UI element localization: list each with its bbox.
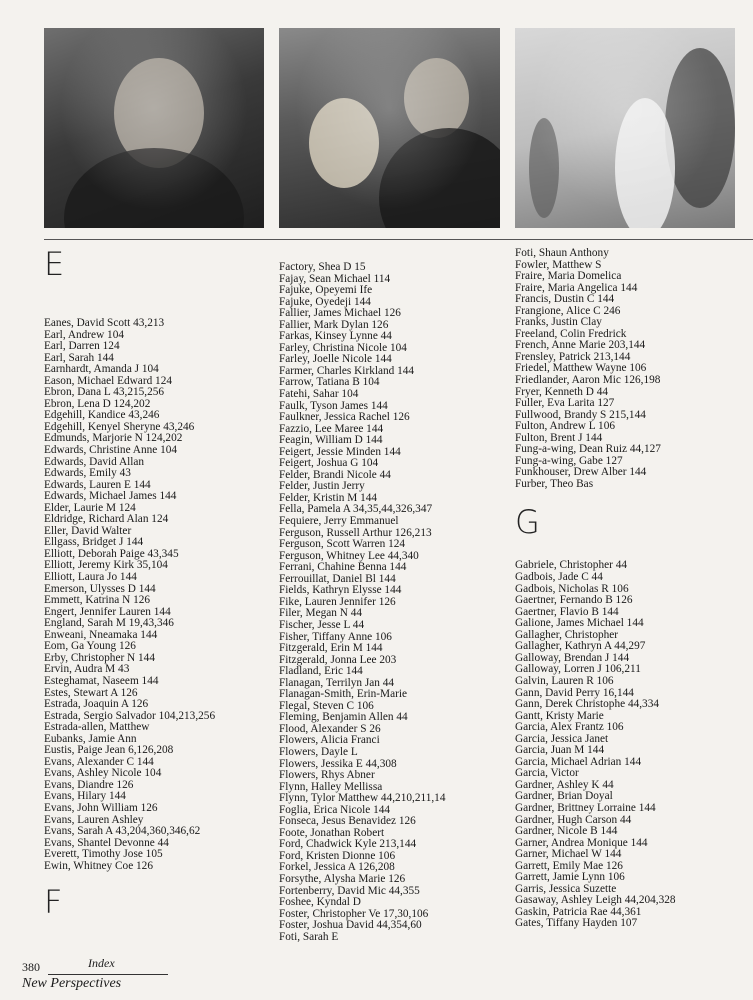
index-entry: Fequiere, Jerry Emmanuel (279, 515, 399, 528)
index-entry: Edwards, Emily 43 (44, 467, 131, 480)
index-entry: Gadbois, Jade C 44 (515, 571, 603, 584)
index-entry: Gallagher, Kathryn A 44,297 (515, 640, 646, 653)
index-entry: Ferrani, Chahine Benna 144 (279, 561, 407, 574)
index-column-1 (44, 245, 269, 944)
index-column-2 (279, 262, 504, 943)
page-number: 380 (22, 960, 40, 974)
index-entry: Gann, Derek Christophe 44,334 (515, 698, 660, 711)
footer-section-label: Index (88, 956, 115, 970)
index-entry: Farley, Joelle Nicole 144 (279, 353, 392, 366)
index-entry: Fulton, Andrew L 106 (515, 420, 615, 433)
index-entry: Evans, Hilary 144 (44, 790, 126, 803)
index-entry: Emmett, Katrina N 126 (44, 594, 151, 607)
index-entry: Foote, Jonathan Robert (279, 826, 385, 839)
index-entry: Ferrouillat, Daniel Bl 144 (279, 572, 396, 585)
index-entry: Evans, Sarah A 43,204,360,346,62 (44, 825, 201, 838)
index-entry: Ferguson, Whitney Lee 44,340 (279, 549, 419, 562)
index-entry: Fischer, Jesse L 44 (279, 618, 365, 631)
index-entry: England, Sarah M 19,43,346 (44, 617, 174, 630)
index-entry: Estrada-allen, Matthew (44, 721, 150, 734)
index-entry: Farkas, Kinsey Lynne 44 (279, 330, 392, 343)
index-entry: Gardner, Ashley K 44 (515, 778, 614, 791)
index-entry: Edwards, Lauren E 144 (44, 478, 151, 491)
index-entry: Foglia, Erica Nicole 144 (279, 803, 391, 816)
index-entry: Farrow, Tatiana B 104 (279, 376, 380, 389)
index-entry: Edwards, David Allan (44, 455, 145, 468)
index-entry: Eanes, David Scott 43,213 (44, 317, 165, 329)
index-entry: Gardner, Nicole B 144 (515, 825, 618, 838)
index-entry: Earl, Andrew 104 (44, 328, 124, 341)
index-entry: Fraire, Maria Domelica (515, 270, 622, 283)
index-entry: Garrett, Jamie Lynn 106 (515, 871, 625, 884)
index-entry: Elliott, Jeremy Kirk 35,104 (44, 559, 168, 572)
index-entry: Fisher, Tiffany Anne 106 (279, 630, 392, 643)
index-entry: Garner, Michael W 144 (515, 848, 622, 861)
index-entry: Fung-a-wing, Dean Ruiz 44,127 (515, 443, 661, 456)
index-column-3 (515, 248, 740, 930)
index-entry: Estrada, Joaquin A 126 (44, 698, 149, 711)
index-entry: Fitzgerald, Erin M 144 (279, 642, 383, 655)
index-entry: Flowers, Alicia Franci (279, 734, 380, 747)
index-entry: Garcia, Jessica Janet (515, 732, 609, 745)
index-entry: Felder, Justin Jerry (279, 480, 365, 493)
index-entry: Friedlander, Aaron Mic 126,198 (515, 374, 661, 387)
index-entry: Elder, Laurie M 124 (44, 501, 136, 514)
index-entry: Fallier, Mark Dylan 126 (279, 318, 389, 331)
index-entry: Fraire, Maria Angelica 144 (515, 281, 638, 294)
index-entry: Ford, Chadwick Kyle 213,144 (279, 838, 417, 851)
index-entry: Friedel, Matthew Wayne 106 (515, 362, 647, 375)
index-entry: Eldridge, Richard Alan 124 (44, 513, 169, 526)
index-entry: Gann, David Perry 16,144 (515, 686, 634, 699)
index-entry: Fung-a-wing, Gabe 127 (515, 454, 623, 467)
index-entry: Flood, Alexander S 26 (279, 722, 381, 735)
index-entry: Eason, Michael Edward 124 (44, 374, 172, 387)
index-entry: Fonseca, Jesus Benavidez 126 (279, 815, 416, 828)
index-entry: Flynn, Halley Mellissa (279, 780, 383, 793)
index-entry: Evans, Shantel Devonne 44 (44, 836, 169, 849)
section-letter-f: F (44, 883, 63, 922)
index-entry: Evans, Ashley Nicole 104 (44, 767, 162, 780)
index-entry: Esteghamat, Naseem 144 (44, 674, 159, 687)
index-entry: Eller, David Walter (44, 524, 132, 537)
index-entry: Fladland, Eric 144 (279, 665, 363, 678)
index-entry: Ewin, Whitney Coe 126 (44, 859, 153, 872)
index-entry: Edwards, Michael James 144 (44, 490, 177, 503)
index-entry: Fatehi, Sahar 104 (279, 388, 359, 401)
index-entry: Evans, Alexander C 144 (44, 755, 154, 768)
index-entry: Garrett, Emily Mae 126 (515, 859, 623, 872)
index-entry: Francis, Dustin C 144 (515, 293, 615, 306)
index-entry: Faulkner, Jessica Rachel 126 (279, 411, 410, 424)
index-entry: Emerson, Ulysses D 144 (44, 582, 156, 595)
index-entry: Ellgass, Bridget J 144 (44, 536, 144, 549)
section-divider (44, 239, 753, 240)
index-entry: Foti, Sarah E (279, 930, 339, 943)
index-entry: Galloway, Brendan J 144 (515, 651, 630, 664)
index-entry: Gabriele, Christopher 44 (515, 559, 627, 572)
index-entry: Galloway, Lorren J 106,211 (515, 663, 641, 676)
index-entry: Earl, Darren 124 (44, 340, 120, 353)
index-entry: Flynn, Tylor Matthew 44,210,211,14 (279, 792, 446, 805)
index-entry: Feigert, Jessie Minden 144 (279, 445, 401, 458)
index-entry: Forkel, Jessica A 126,208 (279, 861, 395, 874)
index-entry: Eustis, Paige Jean 6,126,208 (44, 744, 174, 757)
index-entry: Foster, Joshua David 44,354,60 (279, 919, 422, 932)
index-entry: Erby, Christopher N 144 (44, 651, 155, 664)
index-entry: Engert, Jennifer Lauren 144 (44, 605, 171, 618)
index-entry: Freeland, Colin Fredrick (515, 327, 627, 340)
index-entry: Edgehill, Kenyel Sheryne 43,246 (44, 420, 195, 433)
index-entry: Feagin, William D 144 (279, 434, 383, 447)
index-entry: Ferguson, Scott Warren 124 (279, 538, 406, 551)
index-entry: Flanagan-Smith, Erin-Marie (279, 688, 408, 701)
index-entry: Fulton, Brent J 144 (515, 431, 603, 444)
index-entry: Gantt, Kristy Marie (515, 709, 604, 722)
index-entry: Edgehill, Kandice 43,246 (44, 409, 160, 422)
index-entry: Garcia, Juan M 144 (515, 744, 605, 757)
index-entry: Garner, Andrea Monique 144 (515, 836, 648, 849)
index-entry: Fitzgerald, Jonna Lee 203 (279, 653, 397, 666)
index-entry: Fajuke, Opeyemi Ife (279, 284, 373, 297)
index-entry: French, Anne Marie 203,144 (515, 339, 646, 352)
index-entry: Foster, Christopher Ve 17,30,106 (279, 907, 429, 920)
index-entry: Evans, John William 126 (44, 801, 158, 814)
index-entry: Filer, Megan N 44 (279, 607, 363, 620)
index-entry: Frangione, Alice C 246 (515, 304, 621, 317)
index-entry: Estes, Stewart A 126 (44, 686, 138, 699)
index-entry: Garris, Jessica Suzette (515, 882, 617, 895)
index-entry: Farley, Christina Nicole 104 (279, 341, 407, 354)
index-entry: Gaertner, Flavio B 144 (515, 605, 619, 618)
index-entry: Elliott, Deborah Paige 43,345 (44, 547, 179, 560)
index-entry: Elliott, Laura Jo 144 (44, 571, 137, 584)
footer-rule (48, 974, 168, 975)
index-entry: Furber, Theo Bas (515, 477, 594, 490)
index-entry: Fryer, Kenneth D 44 (515, 385, 609, 398)
index-entry: Funkhouser, Drew Alber 144 (515, 466, 647, 479)
index-entry: Estrada, Sergio Salvador 104,213,256 (44, 709, 216, 722)
index-entry: Evans, Diandre 126 (44, 778, 134, 791)
index-entry: Fowler, Matthew S (515, 258, 602, 271)
index-entry: Fullwood, Brandy S 215,144 (515, 408, 646, 421)
index-entry: Ebron, Dana L 43,215,256 (44, 386, 165, 399)
index-entry: Felder, Brandi Nicole 44 (279, 468, 391, 481)
index-entry: Gardner, Hugh Carson 44 (515, 813, 632, 826)
index-entry: Ferguson, Russell Arthur 126,213 (279, 526, 432, 539)
index-entry: Foti, Shaun Anthony (515, 247, 609, 259)
section-letter-g: G (515, 503, 540, 542)
index-entry: Fazzio, Lee Maree 144 (279, 422, 384, 435)
index-entry: Gaskin, Patricia Rae 44,361 (515, 905, 642, 918)
index-entry: Fortenberry, David Mic 44,355 (279, 884, 420, 897)
index-entry: Gadbois, Nicholas R 106 (515, 582, 629, 595)
index-entry: Flanagan, Terrilyn Jan 44 (279, 676, 395, 689)
index-entry: Earnhardt, Amanda J 104 (44, 363, 159, 376)
index-entry: Flowers, Rhys Abner (279, 769, 375, 782)
index-entry: Fields, Kathryn Elysse 144 (279, 584, 402, 597)
section-letter-e: E (44, 245, 65, 283)
index-entry: Fuller, Eva Larita 127 (515, 397, 615, 410)
index-entry: Gates, Tiffany Hayden 107 (515, 917, 638, 930)
index-entry: Faulk, Tyson James 144 (279, 399, 388, 412)
index-entry: Forsythe, Alysha Marie 126 (279, 872, 406, 885)
index-entry: Gardner, Brittney Lorraine 144 (515, 801, 656, 814)
index-entry: Fajuke, Oyedeji 144 (279, 295, 371, 308)
index-entry: Fleming, Benjamin Allen 44 (279, 711, 408, 724)
index-entry: Evans, Lauren Ashley (44, 813, 144, 826)
index-entry: Gallagher, Christopher (515, 628, 619, 641)
index-entry: Garcia, Alex Frantz 106 (515, 721, 624, 734)
index-entry: Ebron, Lena D 124,202 (44, 397, 151, 410)
index-entry: Flegal, Steven C 106 (279, 699, 374, 712)
index-entry: Galvin, Lauren R 106 (515, 674, 614, 687)
footer-book-title: New Perspectives (22, 976, 122, 991)
index-entry: Felder, Kristin M 144 (279, 491, 378, 504)
index-entry: Eubanks, Jamie Ann (44, 732, 137, 745)
index-entry: Galione, James Michael 144 (515, 617, 644, 630)
photo-students-painting-mural (515, 28, 735, 228)
index-entry: Franks, Justin Clay (515, 316, 602, 329)
index-entry: Factory, Shea D 15 (279, 261, 366, 273)
index-entry: Fajay, Sean Michael 114 (279, 272, 391, 285)
index-entry: Feigert, Joshua G 104 (279, 457, 379, 470)
index-entry: Garcia, Michael Adrian 144 (515, 755, 642, 768)
index-entry: Gasaway, Ashley Leigh 44,204,328 (515, 894, 676, 907)
index-entry: Farmer, Charles Kirkland 144 (279, 364, 415, 377)
index-entry: Flowers, Dayle L (279, 745, 358, 758)
index-entry: Fallier, James Michael 126 (279, 307, 401, 320)
index-entry: Frensley, Patrick 213,144 (515, 350, 631, 363)
photo-student-glasses (44, 28, 264, 228)
photo-two-students (279, 28, 500, 228)
index-entry: Edmunds, Marjorie N 124,202 (44, 432, 183, 445)
index-entry: Foshee, Kyndal D (279, 896, 361, 909)
index-entry: Fike, Lauren Jennifer 126 (279, 595, 396, 608)
index-entry: Garcia, Victor (515, 767, 579, 780)
index-entry: Flowers, Jessika E 44,308 (279, 757, 397, 770)
index-entry: Edwards, Christine Anne 104 (44, 444, 178, 457)
index-entry: Everett, Timothy Jose 105 (44, 848, 163, 861)
index-entry: Earl, Sarah 144 (44, 351, 114, 364)
index-entry: Fella, Pamela A 34,35,44,326,347 (279, 503, 433, 516)
index-entry: Gaertner, Fernando B 126 (515, 594, 633, 607)
index-entry: Enweani, Nneamaka 144 (44, 628, 158, 641)
index-entry: Eom, Ga Young 126 (44, 640, 136, 653)
index-entry: Gardner, Brian Doyal (515, 790, 613, 803)
index-entry: Ervin, Audra M 43 (44, 663, 130, 676)
index-entry: Ford, Kristen Dionne 106 (279, 849, 396, 862)
